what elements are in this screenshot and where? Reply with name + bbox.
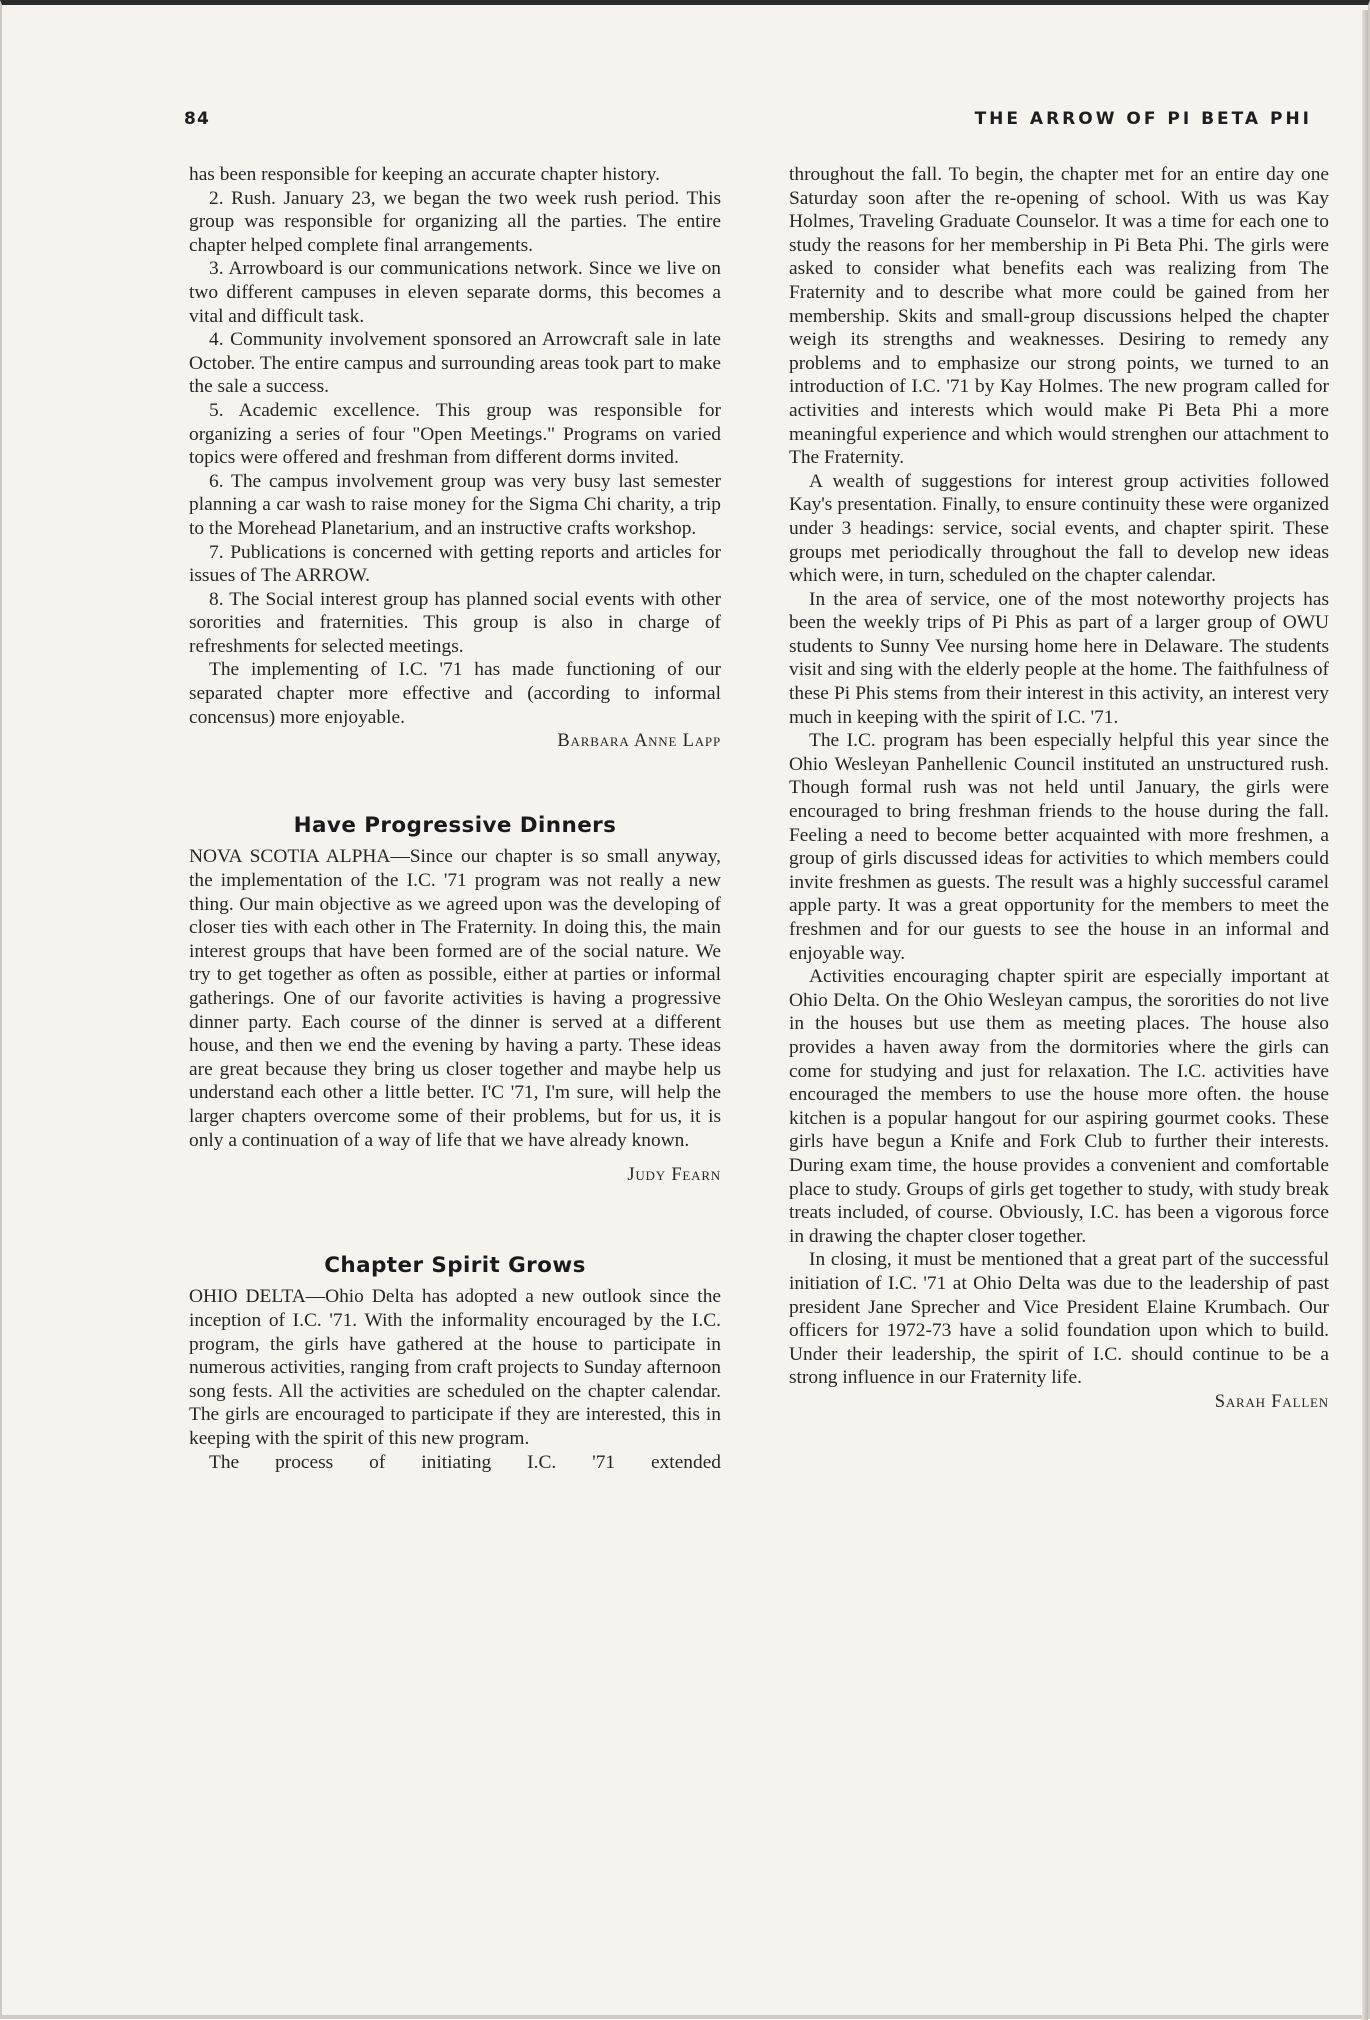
paragraph: The process of initiating I.C. '71 extended [209, 1451, 721, 1473]
running-header [184, 109, 1312, 139]
paragraph: OHIO DELTA—Ohio Delta has adopted a new outlook since the inception of I.C. '71. With the informality encouraged by the I.C. program, the girls have gathered at the house to participate in numerous activities, ranging from craft projects to Sunday afternoon song fests. All the activities are scheduled on the chapter calendar. The girls are encouraged to participate if they are interested, this in keeping with the spirit of this new program. [189, 1286, 721, 1449]
article-headline: Chapter Spirit Grows [324, 1252, 586, 1278]
paragraph: The implementing of I.C. '71 has made functioning of our separated chapter more effective and (according to informal concensus) more enjoyable. [189, 659, 721, 728]
paragraph: The I.C. program has been especially helpful this year since the Ohio Wesleyan Panhellenic Council instituted an unstructured rush. Though formal rush was not held until January, the girls were encouraged to bring freshman friends to the house during the fall. Feeling a need to become better acquainted with more freshmen, a group of girls discussed ideas for activities to which members could invite freshmen as guests. The result was a highly successful caramel apple party. It was a great opportunity for the members to meet the freshmen and for our guests to see the house in an informal and enjoyable way. [789, 730, 1329, 964]
article-headline: Have Progressive Dinners [293, 812, 617, 838]
paragraph: In the area of service, one of the most noteworthy projects has been the weekly trips of Pi Phis as part of a larger group of OWU students to Sunny Vee nursing home here in Delaware. The students visit and sing with the elderly people at the home. The faithfulness of these Pi Phis stems from their interest in this activity, an interest very much in keeping with the spirit of I.C. '71. [789, 588, 1329, 728]
paragraph: A wealth of suggestions for interest group activities followed Kay's presentation. Finally, to ensure continuity these were organized under 3 headings: service, social events, and chapter spirit. These groups met periodically throughout the fall to develop new ideas which were, in turn, scheduled on the chapter calendar. [789, 470, 1329, 587]
publication-title: THE ARROW OF PI BETA PHI [974, 109, 1312, 129]
paragraph: Activities encouraging chapter spirit are especially important at Ohio Delta. On the Ohio Wesleyan campus, the sororities do not live in the houses but use them as meeting places. The house also provides a haven away from the dormitories where the girls can come for studying and just for relaxation. The I.C. activities have encouraged the members to use the house more often. the house kitchen is a popular hangout for our aspiring gourmet cooks. These girls have begun a Knife and Fork Club to further their interests. During exam time, the house provides a convenient and comfortable place to study. Groups of girls get together to study, with study break treats included, of course. Obviously, I.C. has been a vigorous force in drawing the chapter closer together. [789, 966, 1329, 1247]
article-body: NOVA SCOTIA ALPHA—Since our chapter is so small anyway, the implementation of the I.C. '71 program was not really a new thing. Our main objective as we agreed upon was the developing of closer ties with each other in The Fraternity. In doing this, the main interest groups that have been formed are of the social nature. We try to get together as often as possible, either at parties or informal gatherings. One of our favorite activities is having a progressive dinner party. Each course of the dinner is served at a different house, and then we end the evening by having a party. These ideas are great because they bring us closer together and maybe help us understand each other a little better. I'C '71, I'm sure, will help the larger chapters overcome some of their problems, but for us, it is only a continuation of a way of life that we have already known. [189, 846, 721, 1151]
paragraph: In closing, it must be mentioned that a great part of the successful initiation of I.C. '71 at Ohio Delta was due to the leadership of past president Jane Sprecher and Vice President Elaine Krumbach. Our officers for 1972-73 have a solid foundation upon which to build. Under their leadership, the spirit of I.C. should continue to be a strong influence in our Fraternity life. [789, 1249, 1329, 1389]
paragraph: throughout the fall. To begin, the chapter met for an entire day one Saturday soon after the re-opening of school. With us was Kay Holmes, Traveling Graduate Counselor. It was a time for each one to study the reasons for her membership in Pi Beta Phi. The girls were asked to consider what benefits each was realizing from The Fraternity and to describe what more could be gained from her membership. Skits and small-group discussions helped the chapter weigh its strengths and weaknesses. Desiring to remedy any problems and to emphasize our strong points, we turned to an introduction of I.C. '71 by Kay Holmes. The new program called for activities and interests which would make Pi Beta Phi a more meaningful experience and which would strenghen our attachment to The Fraternity. [789, 164, 1329, 469]
paragraph: 5. Academic excellence. This group was responsible for organizing a series of four "Open Meetings." Programs on varied topics were offered and freshman from different dorms invited. [189, 399, 721, 469]
paragraph: 8. The Social interest group has planned social events with other sororities and fraternities. This group is also in charge of refreshments for selected meetings. [189, 588, 721, 657]
left-column [189, 163, 721, 1474]
paragraph: 6. The campus involvement group was very busy last semester planning a car wash to raise money for the Sigma Chi charity, a trip to the Morehead Planetarium, and an instructive crafts workshop. [189, 470, 721, 539]
scan-edge-shadow [1362, 10, 1368, 2020]
paragraph: 3. Arrowboard is our communications network. Since we live on two different campuses in eleven separate dorms, this becomes a vital and difficult task. [189, 258, 721, 327]
author-signature: Judy Fearn [627, 1165, 721, 1186]
page-number: 84 [184, 109, 211, 129]
author-signature: Sarah Fallen [1214, 1391, 1329, 1412]
paragraph: has been responsible for keeping an accurate chapter history. [189, 164, 660, 185]
paragraph: 7. Publications is concerned with getting reports and articles for issues of The ARROW. [189, 541, 721, 587]
author-signature: Barbara Anne Lapp [557, 731, 721, 752]
right-column [789, 163, 1329, 1414]
paragraph: 2. Rush. January 23, we began the two week rush period. This group was responsible for organizing all the parties. The entire chapter helped complete final arrangements. [189, 187, 721, 256]
paragraph: 4. Community involvement sponsored an Arrowcraft sale in late October. The entire campus and surrounding areas took part to make the sale a success. [189, 329, 721, 398]
